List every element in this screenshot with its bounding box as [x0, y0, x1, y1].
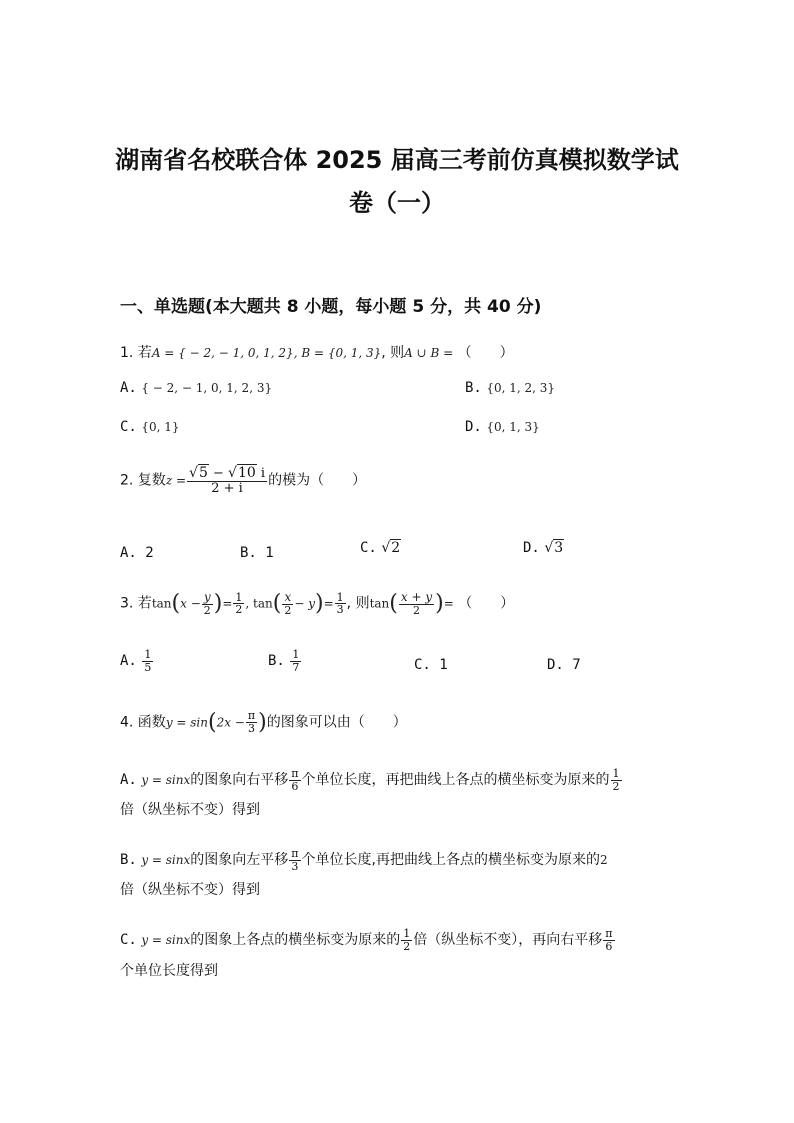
arg: 2x −: [216, 715, 245, 730]
option-label: D.: [523, 540, 540, 556]
function: y = sin: [165, 715, 208, 730]
value: 2: [599, 853, 608, 868]
option-text: 2: [391, 540, 401, 556]
frac-num: y: [202, 591, 213, 605]
frac-den: 2: [403, 939, 411, 953]
equals: =: [443, 596, 454, 611]
q2-fraction: $\frac{√5 - √10 i}{2 + i}$: [189, 465, 266, 496]
option-label: B.: [268, 653, 285, 670]
question-2: [120, 466, 366, 495]
q2-denominator: 2 + i: [211, 480, 243, 496]
frac-den: 3: [247, 722, 255, 735]
q4-option-b[interactable]: [120, 848, 608, 872]
then: , 则: [346, 595, 370, 612]
q4-option-a[interactable]: [120, 768, 623, 792]
q3-number: 3. 若: [120, 595, 152, 612]
q1-option-a[interactable]: [120, 380, 272, 396]
option-text: 倍（纵坐标不变），再向右平移: [413, 932, 603, 949]
q3-option-a[interactable]: [120, 649, 154, 673]
option-text: 个单位长度，再把曲线上各点的横坐标变为原来的: [301, 772, 610, 789]
equals: =: [323, 596, 334, 611]
q2-option-d[interactable]: D. √3: [523, 540, 564, 556]
q2-z: z =: [165, 473, 187, 488]
frac-den: 2: [413, 603, 420, 617]
q1-blank: （ ）: [457, 345, 514, 361]
frac-num: π: [291, 767, 299, 780]
option-label: C.: [120, 932, 137, 949]
option-label: A.: [120, 653, 137, 670]
minus: −: [208, 466, 229, 481]
frac-den: 6: [291, 779, 299, 793]
frac-den: 2: [203, 603, 211, 617]
frac-num: 1: [336, 590, 344, 604]
q2-option-c[interactable]: C. √2: [360, 540, 401, 556]
function: y = sinx: [141, 773, 191, 788]
tan: tan: [151, 596, 172, 611]
option-label: B.: [465, 380, 482, 396]
frac-den: 3: [291, 859, 299, 873]
frac-num: 1: [235, 590, 243, 604]
frac-num: 1: [144, 648, 152, 661]
question-1: [120, 342, 514, 362]
tan: tan: [369, 596, 390, 611]
option-label: D.: [465, 419, 482, 435]
question-3: 3. 若tan(x − $\frac{y}{2}$ )= $\frac{1}{2}$ , tan( $\frac{x}{2}$ − y)= $\frac{1}{3}$ , 则tan( $\frac{x + y}{2}$ )= （ ）: [120, 590, 515, 617]
option-text: 个单位长度,再把曲线上各点的横坐标变为原来的: [301, 852, 600, 869]
frac-num: 1: [292, 648, 300, 661]
option-label: A.: [120, 380, 137, 396]
q3-option-b[interactable]: [268, 649, 302, 673]
q4-option-c-cont: 个单位长度得到: [120, 963, 218, 979]
expr: x −: [180, 596, 201, 611]
frac-den: 7: [292, 660, 300, 674]
q4-option-a-cont: 倍（纵坐标不变）得到: [120, 802, 260, 818]
equals: =: [222, 596, 233, 611]
tan: , tan: [245, 596, 273, 611]
q4-option-c[interactable]: [120, 928, 616, 952]
q3-option-d[interactable]: D. 7: [547, 657, 581, 673]
section-heading: 一、单选题(本大题共 8 小题，每小题 5 分，共 40 分): [120, 297, 542, 317]
function: y = sinx: [141, 933, 191, 948]
expr: − y: [294, 596, 316, 611]
q4-number: 4. 函数: [120, 714, 166, 731]
q1-set-a: A = { − 2, − 1, 0, 1, 2}: [151, 346, 294, 360]
frac-den: 6: [605, 939, 613, 953]
option-label: C.: [120, 419, 137, 435]
option-text: 3: [554, 540, 564, 556]
frac-num: 1: [403, 927, 411, 940]
option-text: 的图象上各点的横坐标变为原来的: [190, 932, 401, 949]
option-text: {0, 1, 3}: [486, 420, 540, 434]
q1-option-c[interactable]: [120, 419, 179, 435]
q2-option-b[interactable]: B. 1: [240, 545, 274, 561]
frac-den: 2: [612, 779, 620, 793]
frac-num: π: [247, 709, 256, 723]
option-text: 的图象向左平移: [190, 852, 289, 869]
frac-den: 2: [284, 603, 292, 617]
frac-den: 5: [144, 660, 152, 674]
page-title: 湖南省名校联合体 2025 届高三考前仿真模拟数学试: [115, 146, 679, 174]
option-label: B.: [120, 852, 137, 869]
option-text: {0, 1, 2, 3}: [486, 381, 556, 395]
option-text: 的图象向右平移: [190, 772, 289, 789]
imag-i: i: [256, 466, 266, 481]
option-label: C.: [360, 540, 377, 556]
q3-option-c[interactable]: C. 1: [414, 657, 448, 673]
q1-union: A ∪ B =: [404, 346, 454, 360]
q2-tail: 的模为（ ）: [268, 472, 367, 489]
q4-option-b-cont: 倍（纵坐标不变）得到: [120, 882, 260, 898]
q2-number: 2. 复数: [120, 472, 166, 489]
q3-blank: （ ）: [458, 595, 515, 612]
q1-set-b: , B = {0, 1, 3}: [293, 346, 382, 360]
q1-then: , 则: [381, 345, 405, 361]
option-text: { − 2, − 1, 0, 1, 2, 3}: [141, 381, 273, 395]
option-label: A.: [120, 772, 137, 789]
frac-num: x + y: [400, 590, 433, 604]
page-title-cont: 卷（一）: [349, 189, 445, 217]
function: y = sinx: [141, 853, 191, 868]
frac-num: π: [605, 927, 613, 940]
q1-number: 1. 若: [120, 345, 152, 361]
q4-tail: 的图象可以由（ ）: [266, 714, 407, 731]
question-4: 4. 函数y = sin(2x − $\frac{\pi}{3}$ )的图象可以由（ ）: [120, 709, 407, 735]
frac-num: 1: [612, 767, 620, 780]
frac-num: x: [282, 591, 293, 605]
sqrt5: 5: [198, 465, 208, 481]
q1-option-b[interactable]: [465, 380, 555, 396]
q1-option-d[interactable]: [465, 419, 540, 435]
q2-option-a[interactable]: A. 2: [120, 545, 154, 561]
frac-num: π: [291, 847, 299, 860]
frac-den: 2: [235, 603, 243, 617]
option-text: {0, 1}: [141, 420, 180, 434]
sqrt10: 10: [237, 465, 256, 481]
frac-den: 3: [336, 603, 344, 617]
